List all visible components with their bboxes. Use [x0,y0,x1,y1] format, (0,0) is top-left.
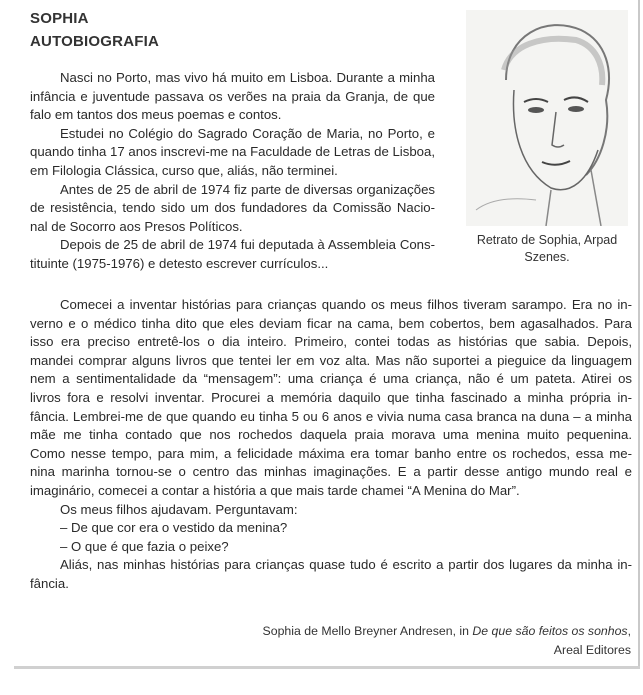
text-line: Antes de 25 de abril de 1974 fiz parte de diversas organizações [60,181,435,197]
text-line: em Filologia Clássica, curso que, aliás, não terminei. [30,162,338,178]
text-line: falo em tantos dos meus poemas e contos. [30,107,282,123]
text-line: mandei comprar alguns livros que tentei ler em voz alta. Mas não suportei a pieguice da linguagem [30,352,632,368]
portrait-drawing [466,10,628,226]
text-line: Aliás, nas minhas histórias para crianças quase tudo é escrito a partir dos lugares da minha in- [60,557,632,573]
portrait-caption [462,232,632,266]
text-line: nem a sentimentalidade da “mensagem”: uma criança é uma criança, não é um pateta. Atirei os [30,371,632,387]
text-line: Como nesse tempo, para mim, a felicidade máxima era tomar banho entre os rochedos, essa me- [30,445,632,461]
source-punct: , [627,624,631,638]
text-line: isso era preciso entretê-los o dia inteiro. Primeiro, contei todas as histórias que sabia. Depois, [30,334,632,350]
source-author: Sophia de Mello Breyner Andresen, in [262,624,473,638]
author-heading: SOPHIA [30,10,89,27]
text-line: Comecei a inventar histórias para crianças quando os meus filhos tiveram sarampo. Era no in- [60,297,632,312]
body-text [30,296,632,594]
page-border-right [638,0,640,668]
text-line: quando tinha 17 anos inscrevi-me na Faculdade de Letras de Lisboa, [30,144,435,160]
page-title: AUTOBIOGRAFIA [30,33,159,50]
text-line: livros fora e resolvi inventar. Procurei a memória daquilo que tinha fascinado a minha própria in- [30,389,632,405]
text-line: Depois de 25 de abril de 1974 fui deputada à Assembleia Cons- [60,237,435,253]
text-line: Nasci no Porto, mas vivo há muito em Lisboa. Durante a minha [60,70,435,85]
intro-text [30,69,435,274]
text-line: imaginário, comecei a contar a história a que mais tarde chamei “A Menina do Mar”. [30,482,520,498]
text-line: – De que cor era o vestido da menina? [60,520,288,536]
page-border-bottom [14,666,640,669]
text-line: Estudei no Colégio do Sagrado Coração de Maria, no Porto, e [60,125,435,141]
text-line: Os meus filhos ajudavam. Perguntavam: [60,501,298,517]
source-book: De que são feitos os sonhos [472,624,628,638]
caption-line: Retrato de Sophia, Arpad [476,233,618,247]
text-line: nal de Socorro aos Presos Políticos. [30,218,243,234]
text-line: fância. [30,575,69,591]
text-line: mãe me tinha contado que nos rochedos daquela praia morava uma menina muito pequenina. [30,427,632,443]
text-line: tituinte (1975-1976) e detesto escrever currículos... [30,255,329,271]
text-line: verno e o médico tinha dito que eles deviam ficar na cama, bem cobertos, bem agasalhados. Para [30,315,632,331]
text-line: nina marinha tornou-se o centro das minhas imaginações. E a partir desse antigo mundo real e [30,464,632,480]
caption-line: Szenes. [524,250,570,264]
source-citation [263,624,631,638]
text-line: de resistência, tendo sido um dos fundadores da Comissão Nacio- [30,200,435,216]
text-line: fância. Lembrei-me de que quando eu tinha 5 ou 6 anos e vivia numa casa branca na duna – a minha [30,408,632,424]
text-line: infância e juventude passava os verões na praia da Granja, de que [30,88,435,104]
source-publisher: Areal Editores [553,643,631,657]
text-line: – O que é que fazia o peixe? [60,538,229,554]
